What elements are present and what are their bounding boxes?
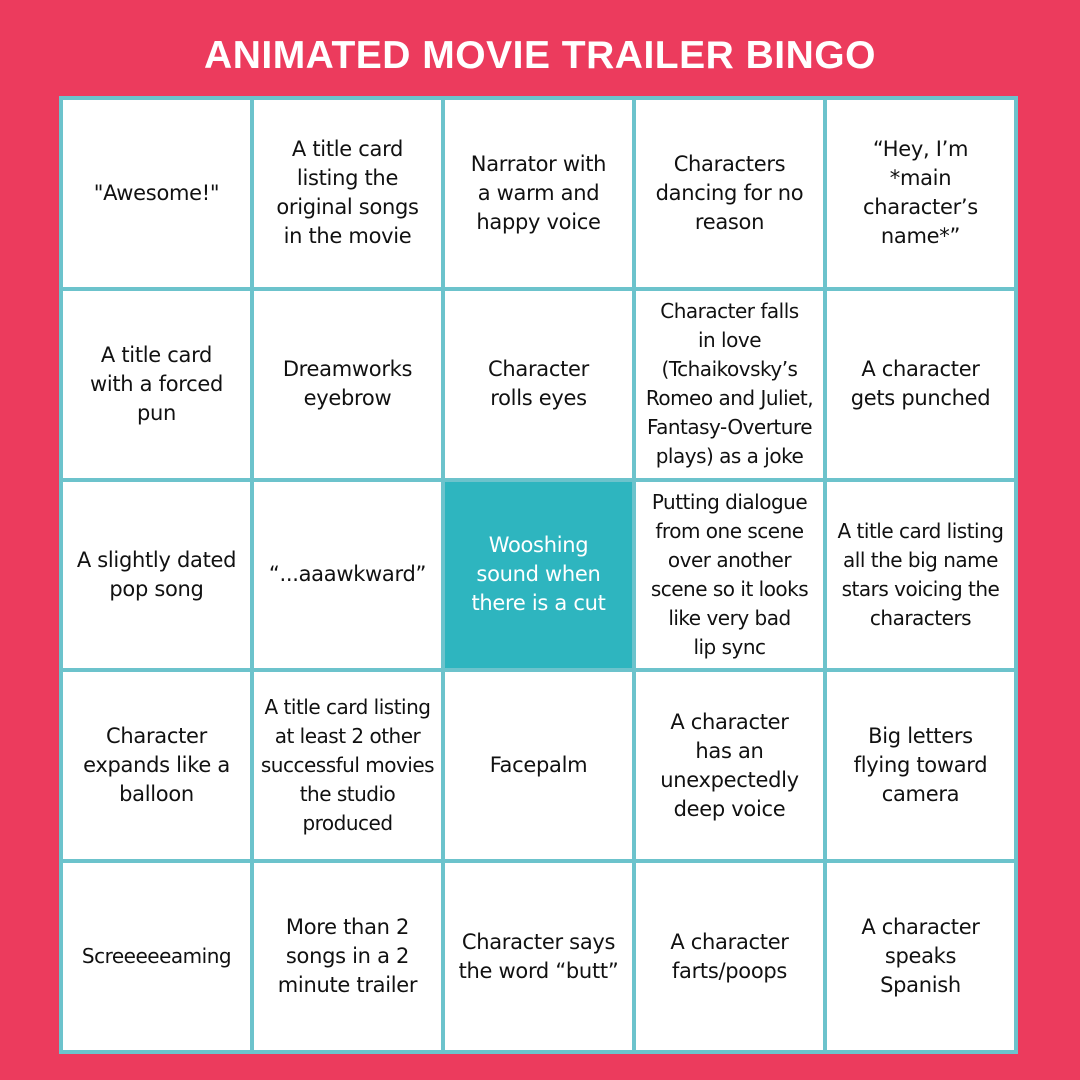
bingo-cell-text: Screeeeeaming (81, 944, 232, 969)
bingo-cell (254, 482, 441, 669)
bingo-cell (63, 672, 250, 859)
bingo-cell-text: More than 2 songs in a 2 minute trailer (277, 915, 418, 998)
bingo-cell (636, 482, 823, 669)
bingo-cell-text: A title card listing all the big name stars voicing the characters (837, 518, 1004, 630)
bingo-cell-text: A title card listing at least 2 other successful movies the studio produced (260, 695, 435, 836)
bingo-cell-text: Character expands like a balloon (83, 724, 230, 807)
bingo-cell (827, 482, 1014, 669)
bingo-cell-text: A character gets punched (850, 357, 991, 411)
bingo-cell (63, 482, 250, 669)
bingo-cell (827, 291, 1014, 478)
bingo-cell (636, 100, 823, 287)
bingo-cell (636, 672, 823, 859)
bingo-cell (636, 863, 823, 1050)
bingo-cell-text: "Awesome!" (93, 180, 220, 205)
bingo-cell-text: Big letters flying toward camera (853, 724, 988, 807)
bingo-cell (827, 672, 1014, 859)
bingo-cell (445, 863, 632, 1050)
bingo-cell-text: “Hey, I’m *main character’s name*” (863, 137, 978, 249)
bingo-cell-text: Wooshing sound when there is a cut (471, 533, 606, 616)
bingo-cell-text: Putting dialogue from one scene over another scene so it looks like very bad lip sync (650, 489, 809, 659)
bingo-cell-text: A slightly dated pop song (76, 547, 237, 601)
bingo-cell-text: Character falls in love (Tchaikovsky’s Romeo and Juliet, Fantasy-Overture plays) as a joke (645, 299, 814, 469)
bingo-cell (254, 672, 441, 859)
bingo-cell (254, 291, 441, 478)
bingo-cell (63, 863, 250, 1050)
bingo-cell (254, 100, 441, 287)
bingo-board (59, 96, 1018, 1054)
bingo-cell (827, 863, 1014, 1050)
bingo-cell-text: Character rolls eyes (488, 357, 589, 411)
bingo-cell-text: A character has an unexpectedly deep voice (660, 709, 799, 821)
bingo-cell-text: Characters dancing for no reason (655, 151, 804, 234)
bingo-cell (827, 100, 1014, 287)
bingo-cell-text: A character farts/poops (670, 929, 789, 983)
bingo-cell-text: “...aaawkward” (268, 562, 427, 587)
page-title: ANIMATED MOVIE TRAILER BINGO (204, 34, 876, 77)
bingo-cell-text: Character says the word “butt” (458, 929, 619, 983)
bingo-cell-text: A title card listing the original songs in the movie (276, 137, 419, 249)
bingo-cell (445, 100, 632, 287)
bingo-cell-text: Facepalm (489, 753, 588, 778)
bingo-cell (445, 672, 632, 859)
bingo-cell-text: A character speaks Spanish (861, 915, 980, 998)
bingo-cell (63, 100, 250, 287)
bingo-cell-text: Narrator with a warm and happy voice (470, 151, 607, 234)
bingo-cell (445, 291, 632, 478)
bingo-cell-text: Dreamworks eyebrow (282, 357, 413, 411)
bingo-cell (254, 863, 441, 1050)
bingo-cell (636, 291, 823, 478)
bingo-cell-text: A title card with a forced pun (89, 342, 224, 425)
bingo-cell (63, 291, 250, 478)
free-space-cell (445, 482, 632, 669)
